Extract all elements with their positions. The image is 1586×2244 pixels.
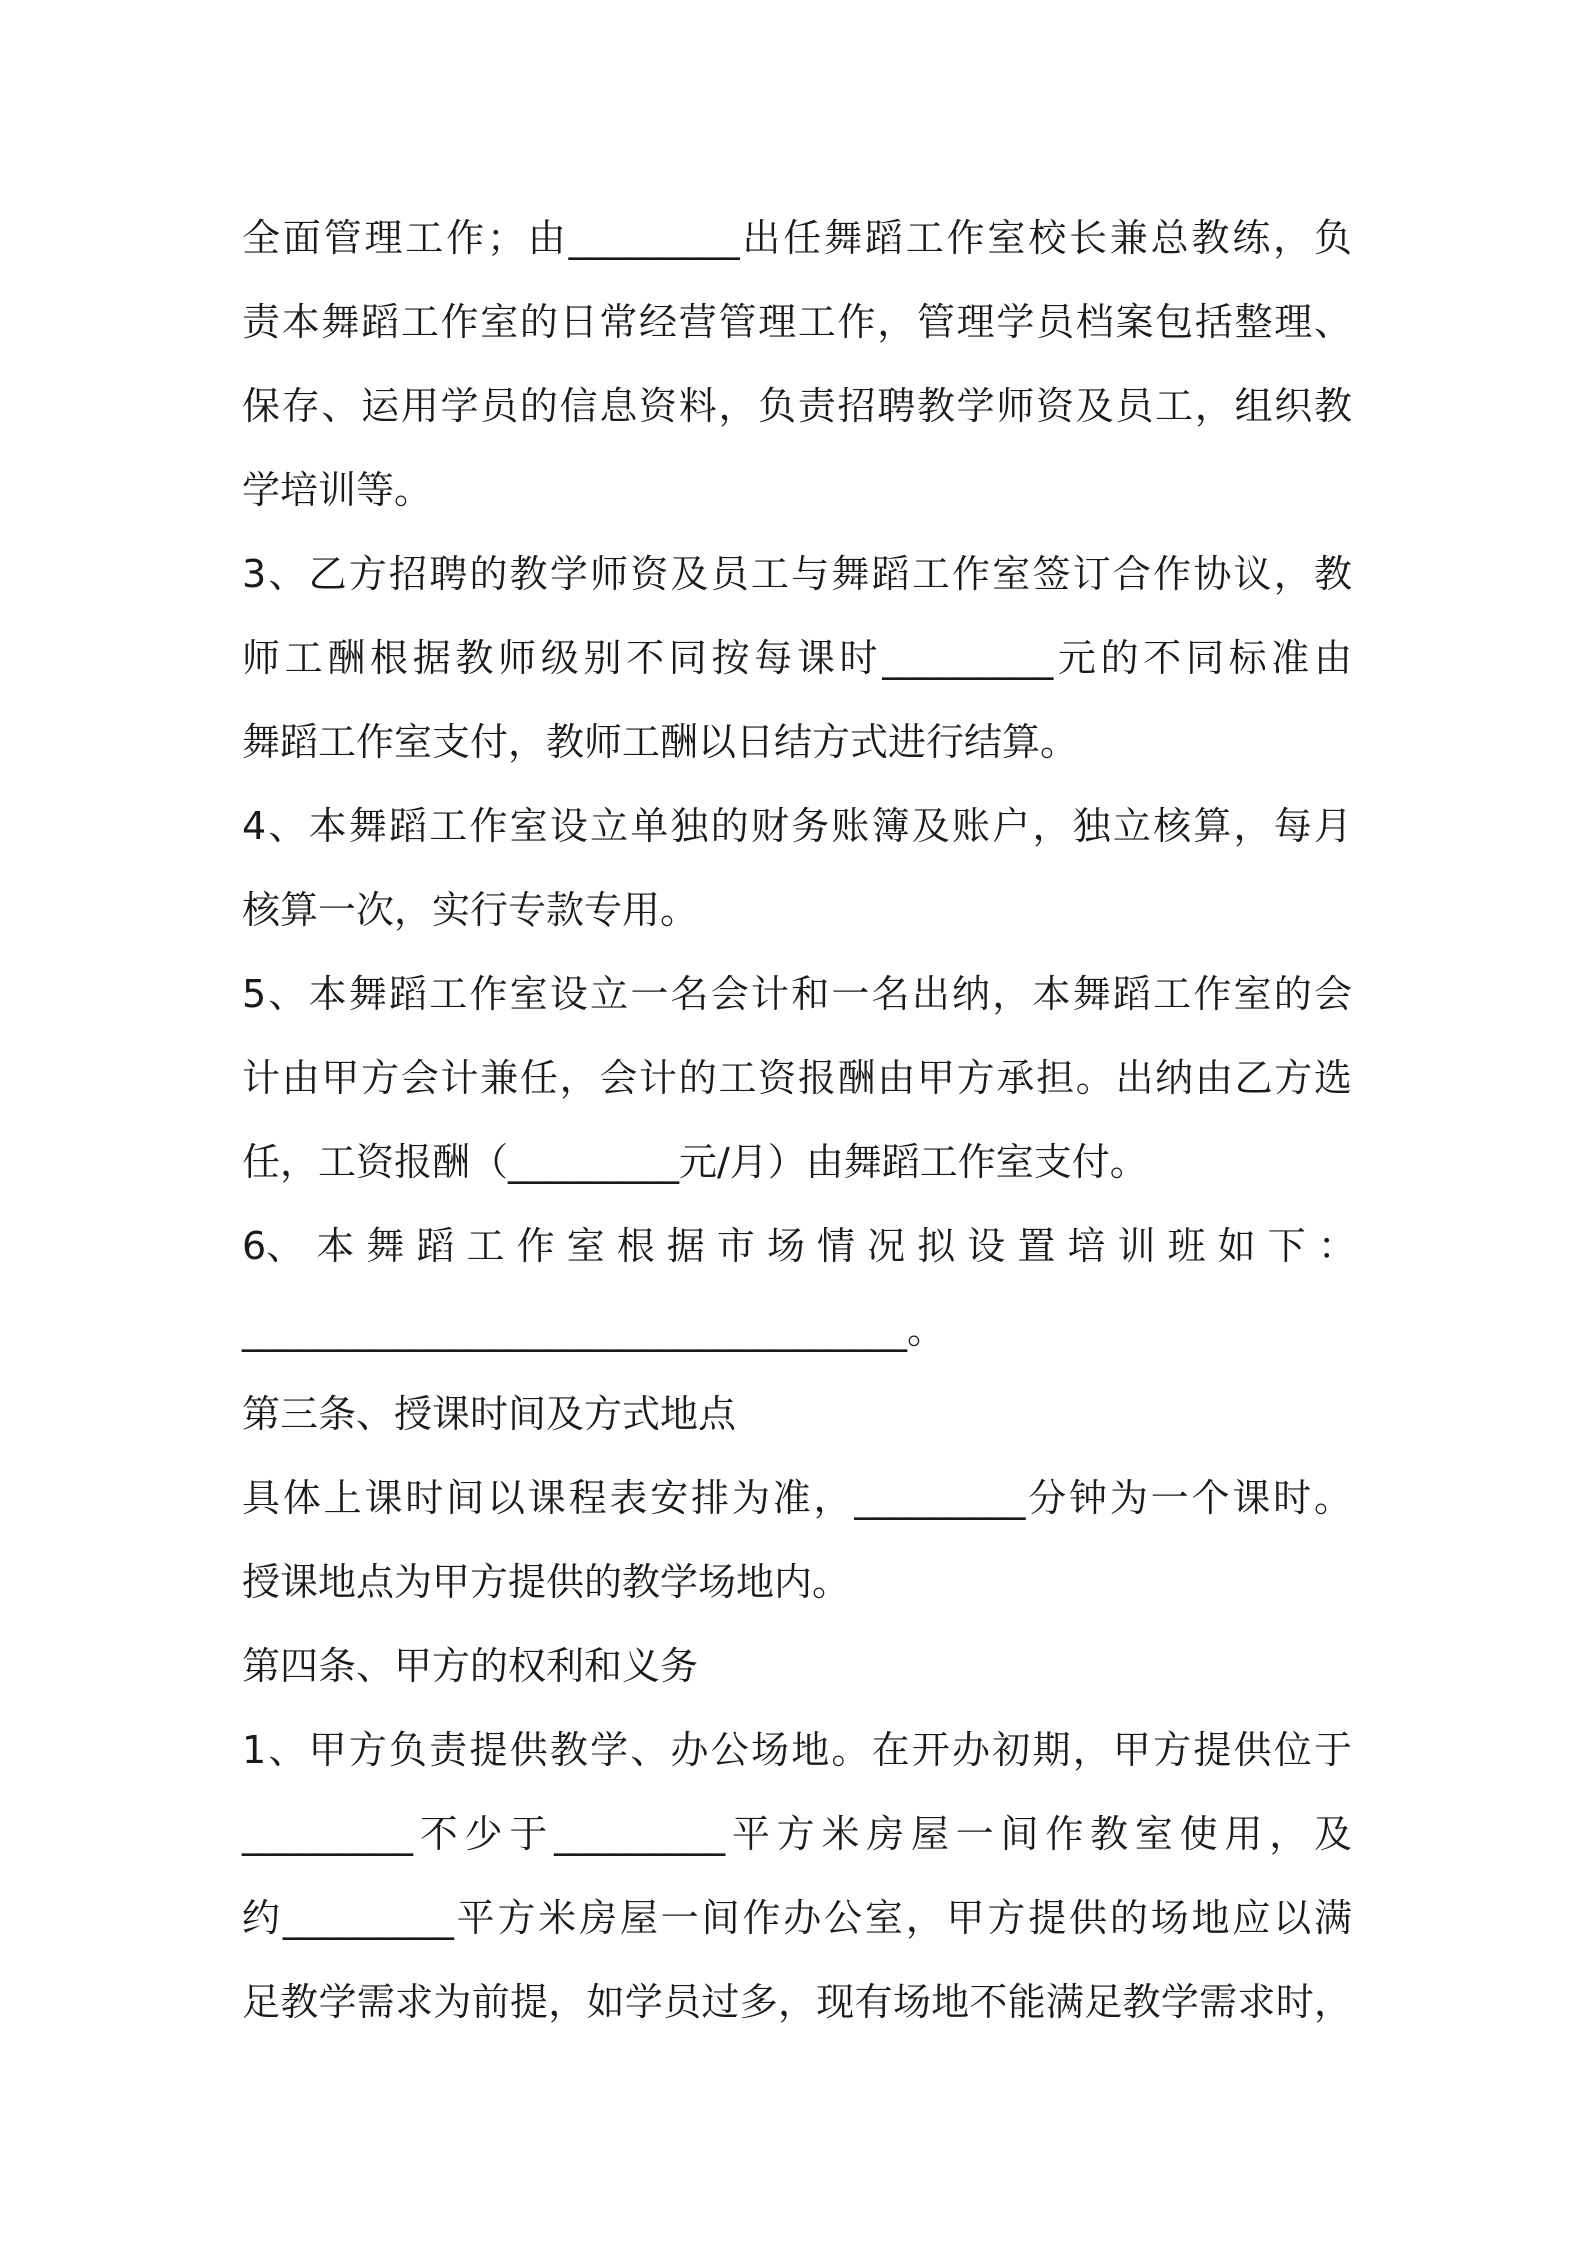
document-line: 4、本舞蹈工作室设立单独的财务账簿及账户，独立核算，每月 [242, 804, 1352, 848]
document-line: 具体上课时间以课程表安排为准，_________分钟为一个课时。 [242, 1476, 1352, 1520]
document-line: 3、乙方招聘的教学师资及员工与舞蹈工作室签订合作协议，教 [242, 552, 1352, 596]
document-line: 约_________平方米房屋一间作办公室，甲方提供的场地应以满 [242, 1896, 1352, 1940]
document-body [242, 196, 1356, 2044]
document-line: 1、甲方负责提供教学、办公场地。在开办初期，甲方提供位于 [242, 1728, 1352, 1772]
document-line: 任，工资报酬（_________元/月）由舞蹈工作室支付。 [242, 1140, 1148, 1184]
document-line: 舞蹈工作室支付，教师工酬以日结方式进行结算。 [242, 720, 1079, 764]
document-line: 6、 本 舞 蹈 工 作 室 根 据 市 场 情 况 拟 设 置 培 训 班 如 下 ： [242, 1224, 1356, 1268]
document-line: 保存、运用学员的信息资料，负责招聘教学师资及员工，组织教 [242, 384, 1352, 428]
document-line: 5、本舞蹈工作室设立一名会计和一名出纳，本舞蹈工作室的会 [242, 972, 1352, 1016]
document-line: 核算一次，实行专款专用。 [242, 888, 699, 932]
document-line: 学培训等。 [242, 468, 433, 512]
document-line: 授课地点为甲方提供的教学场地内。 [242, 1560, 851, 1604]
document-line: 全面管理工作；由_________出任舞蹈工作室校长兼总教练，负 [242, 216, 1352, 260]
document-line: ___________________________________。 [242, 1308, 946, 1352]
document-line: 足教学需求为前提，如学员过多，现有场地不能满足教学需求时， [242, 1980, 1352, 2024]
document-line: 责本舞蹈工作室的日常经营管理工作，管理学员档案包括整理、 [242, 300, 1352, 344]
document-line: _________不少于_________平方米房屋一间作教室使用，及 [242, 1812, 1352, 1856]
document-line: 师工酬根据教师级别不同按每课时_________元的不同标准由 [242, 636, 1352, 680]
document-line: 第四条、甲方的权利和义务 [242, 1644, 699, 1688]
document-line: 计由甲方会计兼任，会计的工资报酬由甲方承担。出纳由乙方选 [242, 1056, 1352, 1100]
document-line: 第三条、授课时间及方式地点 [242, 1392, 737, 1436]
